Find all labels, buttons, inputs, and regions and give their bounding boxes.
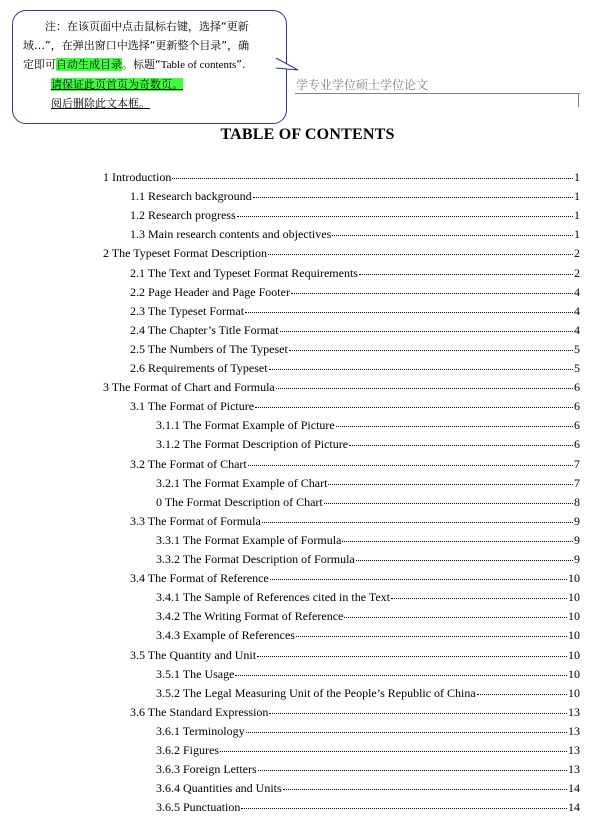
toc-entry[interactable] <box>156 760 580 778</box>
toc-entry-label: 3.5.1 The Usage <box>156 666 235 681</box>
toc-dot-leader <box>258 758 567 771</box>
toc-entry-page-number: 9 <box>574 513 580 528</box>
toc-dot-leader <box>269 701 567 714</box>
toc-entry-page-number: 4 <box>574 284 580 299</box>
callout-highlight-auto-toc: 自动生成目录 <box>56 58 122 71</box>
toc-dot-leader <box>270 567 567 580</box>
toc-entry-page-number: 2 <box>574 265 580 280</box>
toc-dot-leader <box>248 453 573 466</box>
toc-entry-label: 3.3.2 The Format Description of Formula <box>156 552 355 566</box>
toc-entry[interactable] <box>130 264 580 282</box>
toc-entry-label: 3.6.2 Figures <box>156 743 219 757</box>
toc-entry[interactable] <box>156 607 580 625</box>
toc-dot-leader <box>283 777 567 790</box>
toc-entry-page-number: 1 <box>574 189 580 204</box>
toc-dot-leader <box>344 605 567 618</box>
toc-entry-label: 2 The Typeset Format Description <box>103 246 268 261</box>
toc-entry-page-number: 13 <box>568 723 580 738</box>
toc-entry-label: 3.6 The Standard Expression <box>130 704 269 719</box>
toc-entry-label: 1.2 Research progress <box>130 208 236 223</box>
toc-entry[interactable] <box>156 531 580 549</box>
toc-entry[interactable] <box>130 359 580 377</box>
toc-entry-label: 3.4 The Format of Reference <box>130 571 269 586</box>
toc-entry[interactable] <box>156 474 580 492</box>
toc-entry-label: 2.4 The Chapter’s Title Format <box>130 322 279 337</box>
toc-dot-leader <box>241 796 567 809</box>
toc-dot-leader <box>220 739 567 752</box>
toc-dot-leader <box>237 204 573 217</box>
toc-entry[interactable] <box>130 340 580 358</box>
toc-dot-leader <box>172 166 573 179</box>
callout-pointer <box>276 56 298 76</box>
toc-dot-leader <box>245 300 573 313</box>
toc-entry-page-number: 1 <box>574 170 580 184</box>
callout-odd-page-note: 请保证此页首页为奇数页。 <box>51 78 183 91</box>
toc-entry-page-number: 5 <box>574 361 580 375</box>
toc-dot-leader <box>477 682 567 695</box>
toc-entry-label: 3.2.1 The Format Example of Chart <box>156 475 328 490</box>
callout-line-5 <box>23 94 278 113</box>
toc-entry[interactable] <box>130 283 580 301</box>
callout-line-3-a: 定即可 <box>23 58 56 71</box>
toc-entry-page-number: 9 <box>574 532 580 547</box>
instruction-callout[interactable] <box>12 10 287 124</box>
toc-dot-leader <box>336 414 573 427</box>
margin-corner-mark <box>578 93 589 107</box>
toc-entry-page-number: 6 <box>574 380 580 395</box>
callout-line-1: 注：在该页面中点击鼠标右键，选择“更新 <box>45 20 249 33</box>
toc-entry[interactable] <box>130 321 580 339</box>
toc-entry-label: 1.1 Research background <box>130 189 252 204</box>
toc-entry-page-number: 5 <box>574 341 580 356</box>
toc-entry-label: 3.4.3 Example of References <box>156 628 295 643</box>
toc-dot-leader <box>332 223 573 236</box>
toc-dot-leader <box>289 338 573 351</box>
toc-entry[interactable] <box>156 626 580 644</box>
toc-title: TABLE OF CONTENTS <box>220 126 395 143</box>
toc-entry[interactable] <box>130 206 580 224</box>
toc-entry[interactable] <box>103 378 580 396</box>
toc-entry[interactable] <box>156 741 580 759</box>
toc-dot-leader <box>268 242 573 255</box>
toc-dot-leader <box>391 586 567 599</box>
toc-entry[interactable] <box>156 493 580 511</box>
toc-entry-label: 3.5.2 The Legal Measuring Unit of the People’s Republic of China <box>156 685 476 700</box>
toc-dot-leader <box>246 720 567 733</box>
callout-line-3-c: ”. <box>236 58 246 71</box>
callout-line-3-b: 。标题“ <box>122 58 161 71</box>
running-header: 学专业学位硕士学位论文 <box>296 78 429 92</box>
toc-entry-page-number: 14 <box>568 781 580 796</box>
toc-entry-page-number: 9 <box>574 552 580 566</box>
callout-toc-title-en: Table of contents <box>160 59 237 71</box>
toc-entry-page-number: 6 <box>574 437 580 452</box>
callout-line-4 <box>23 75 278 94</box>
toc-entry[interactable] <box>130 455 580 473</box>
toc-entry[interactable] <box>130 569 580 587</box>
toc-dot-leader <box>324 491 573 504</box>
toc-entry-label: 3.6.1 Terminology <box>156 723 245 738</box>
toc-entry-label: 0 The Format Description of Chart <box>156 494 323 509</box>
toc-entry-page-number: 10 <box>568 685 580 700</box>
toc-entry-page-number: 10 <box>568 590 580 605</box>
toc-entry-label: 3.6.3 Foreign Letters <box>156 762 257 777</box>
toc-entry[interactable] <box>130 646 580 664</box>
toc-dot-leader <box>276 376 573 389</box>
toc-entry-label: 3.1.2 The Format Description of Picture <box>156 437 349 452</box>
toc-entry[interactable] <box>130 302 580 320</box>
toc-dot-leader <box>262 510 573 523</box>
toc-entry-label: 2.5 The Numbers of The Typeset <box>130 341 288 356</box>
toc-entry-page-number: 7 <box>574 475 580 490</box>
toc-entry[interactable] <box>130 397 580 415</box>
toc-entry-label: 2.2 Page Header and Page Footer <box>130 284 290 299</box>
toc-entry-label: 3.5 The Quantity and Unit <box>130 647 257 662</box>
toc-entry-label: 2.3 The Typeset Format <box>130 303 245 318</box>
toc-entry[interactable] <box>156 550 580 568</box>
toc-entry[interactable] <box>156 779 580 797</box>
toc-entry[interactable] <box>103 244 580 262</box>
toc-dot-leader <box>280 319 573 332</box>
toc-entry[interactable] <box>156 416 580 434</box>
toc-entry[interactable] <box>103 168 580 186</box>
toc-entry[interactable] <box>156 588 580 606</box>
callout-line-2: 域…”，在弹出窗口中选择“更新整个目录”，确 <box>23 39 250 52</box>
toc-entry-page-number: 4 <box>574 322 580 337</box>
toc-entry[interactable] <box>156 684 580 702</box>
toc-entry-label: 3.6.5 Punctuation <box>156 800 241 815</box>
toc-entry-page-number: 7 <box>574 456 580 471</box>
toc-entry-label: 3.1.1 The Format Example of Picture <box>156 418 335 433</box>
toc-entry-label: 3.3.1 The Format Example of Formula <box>156 532 342 547</box>
toc-entry-page-number: 10 <box>568 628 580 643</box>
toc-entry-page-number: 13 <box>568 762 580 777</box>
toc-entry[interactable] <box>130 225 580 243</box>
toc-entry-page-number: 13 <box>568 704 580 719</box>
toc-dot-leader <box>296 624 567 637</box>
header-rule <box>295 93 580 94</box>
toc-dot-leader <box>253 185 573 198</box>
toc-entry-label: 3.2 The Format of Chart <box>130 456 247 471</box>
toc-entry-label: 3.3 The Format of Formula <box>130 513 261 528</box>
toc-entry-page-number: 14 <box>568 800 580 815</box>
toc-entry-page-number: 10 <box>568 609 580 624</box>
toc-entry-label: 3.6.4 Quantities and Units <box>156 781 282 796</box>
toc-dot-leader <box>269 357 573 370</box>
toc-entry-label: 1 Introduction <box>103 170 172 184</box>
toc-dot-leader <box>356 548 573 561</box>
toc-dot-leader <box>349 433 573 446</box>
toc-dot-leader <box>257 644 567 657</box>
toc-entry[interactable] <box>156 435 580 453</box>
toc-entry-page-number: 4 <box>574 303 580 318</box>
toc-entry-label: 2.1 The Text and Typeset Format Requirements <box>130 265 358 280</box>
callout-line-3 <box>23 55 278 75</box>
toc-entry[interactable] <box>156 722 580 740</box>
toc-dot-leader <box>255 395 573 408</box>
toc-entry[interactable] <box>156 665 580 683</box>
toc-entry[interactable] <box>156 798 580 816</box>
toc-entry-page-number: 10 <box>568 571 580 586</box>
toc-dot-leader <box>235 663 567 676</box>
callout-delete-note: 阅后删除此文本框。 <box>51 97 150 110</box>
toc-entry-page-number: 6 <box>574 418 580 433</box>
toc-entry-page-number: 1 <box>574 227 580 242</box>
toc-entry-label: 1.3 Main research contents and objectives <box>130 227 332 242</box>
toc-entry-label: 2.6 Requirements of Typeset <box>130 361 268 375</box>
toc-entry-page-number: 8 <box>574 494 580 509</box>
toc-entry-label: 3.4.2 The Writing Format of Reference <box>156 609 344 624</box>
toc-dot-leader <box>291 281 573 294</box>
toc-entry[interactable] <box>130 512 580 530</box>
toc-entry-page-number: 2 <box>574 246 580 261</box>
toc-dot-leader <box>328 472 573 485</box>
toc-dot-leader <box>342 529 573 542</box>
toc-entry-page-number: 6 <box>574 399 580 414</box>
toc-entry-label: 3 The Format of Chart and Formula <box>103 380 275 395</box>
toc-entry-label: 3.4.1 The Sample of References cited in the Text <box>156 590 390 605</box>
toc-dot-leader <box>359 262 573 275</box>
toc-entry-page-number: 10 <box>568 647 580 662</box>
toc-entry[interactable] <box>130 703 580 721</box>
toc-entry-page-number: 10 <box>568 666 580 681</box>
toc-entry-page-number: 13 <box>568 743 580 757</box>
toc-entry-label: 3.1 The Format of Picture <box>130 399 255 414</box>
toc-entry-page-number: 1 <box>574 208 580 223</box>
toc-entry[interactable] <box>130 187 580 205</box>
